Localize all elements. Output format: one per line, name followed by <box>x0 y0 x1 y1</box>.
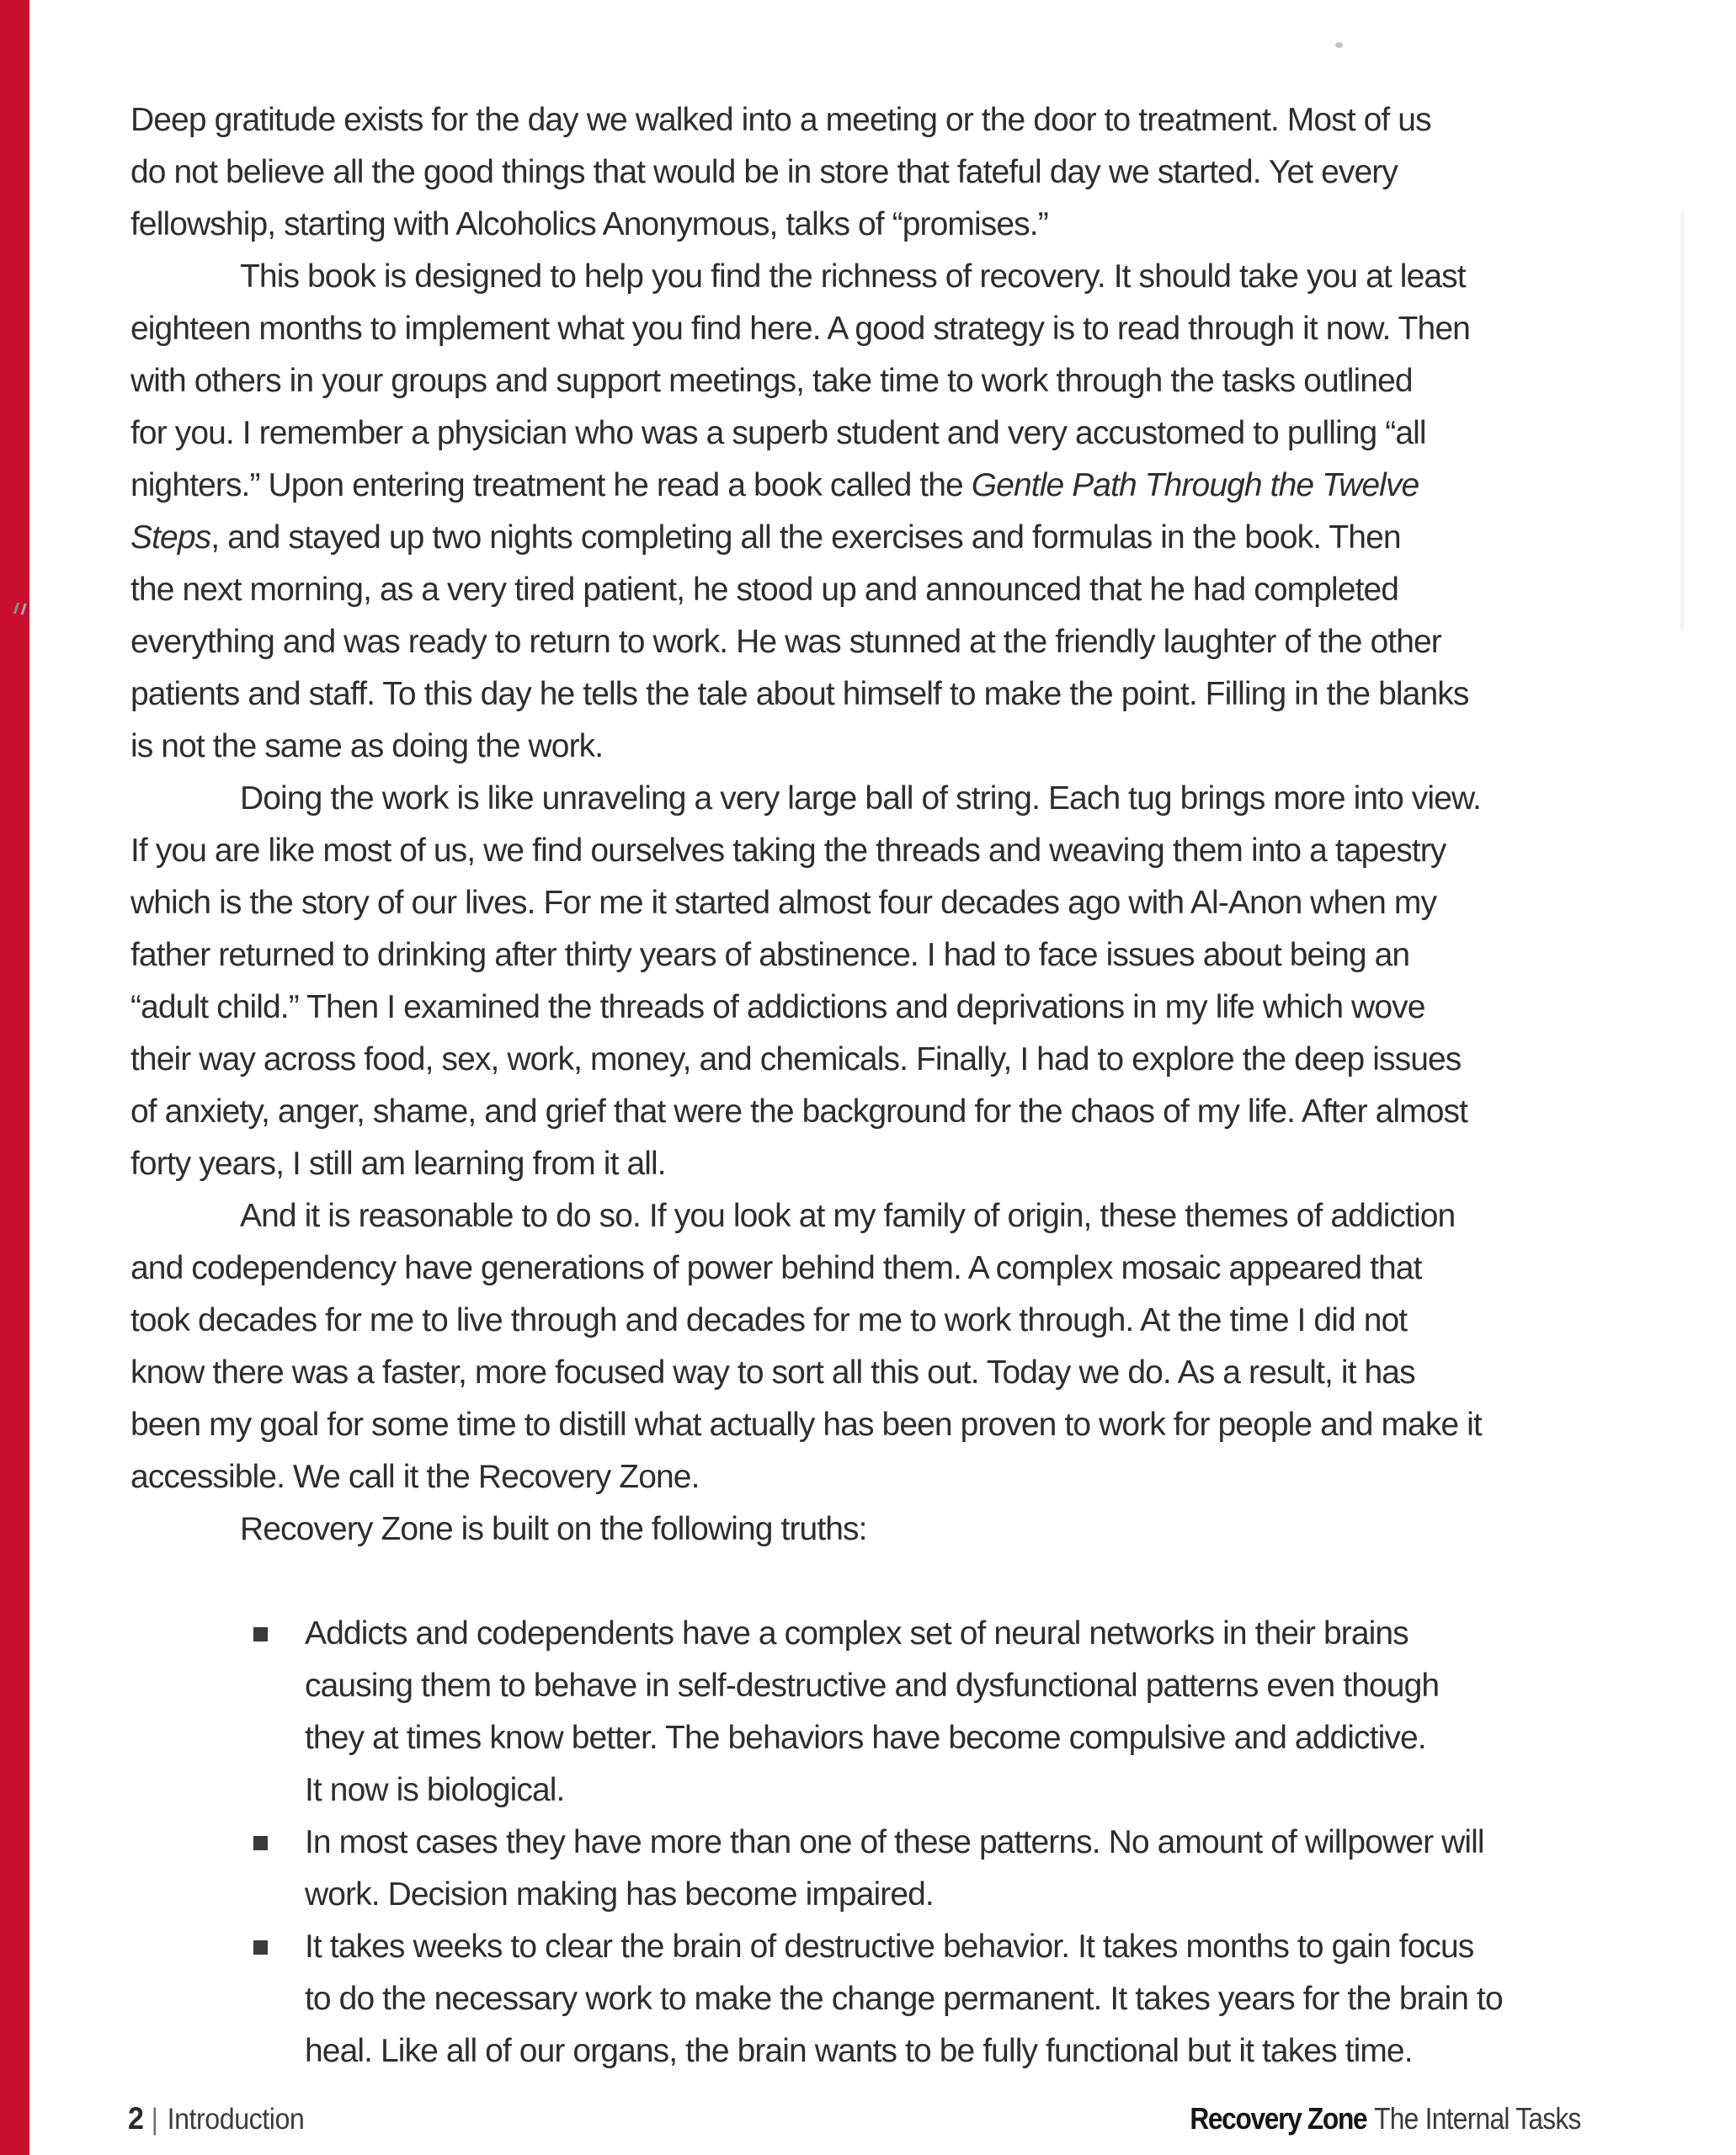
text-run: of anxiety, anger, shame, and grief that were the background for the chaos of my life. After almost <box>130 1093 1468 1130</box>
text-line <box>130 407 1722 460</box>
body-text <box>130 94 1722 2078</box>
footer-book-subtitle: The Internal Tasks <box>1374 2101 1581 2136</box>
text-run: If you are like most of us, we find ourselves taking the threads and weaving them into a tapestry <box>130 833 1446 869</box>
text-line <box>130 303 1722 355</box>
italic-text-run: Gentle Path Through the Twelve <box>971 467 1419 503</box>
text-run: for you. I remember a physician who was a superb student and very accustomed to pulling “all <box>130 415 1426 451</box>
text-run: patients and staff. To this day he tells the tale about himself to make the point. Filling in the blanks <box>130 676 1469 712</box>
text-run: which is the story of our lives. For me it started almost four decades ago with Al-Anon when my <box>130 885 1437 921</box>
text-line <box>130 1399 1722 1451</box>
text-line <box>130 773 1722 825</box>
page-number: 2 <box>128 2101 144 2136</box>
text-run: know there was a faster, more focused way to sort all this out. Today we do. As a result, it has <box>130 1354 1415 1391</box>
text-line <box>130 668 1722 721</box>
bullet-square-icon <box>253 1940 268 1955</box>
text-run: Deep gratitude exists for the day we walked into a meeting or the door to treatment. Most of us <box>130 102 1431 138</box>
text-run: to do the necessary work to make the change permanent. It takes years for the brain to <box>305 1981 1503 2017</box>
footer-right <box>1190 2101 1581 2136</box>
text-run: took decades for me to live through and decades for me to work through. At the time I did not <box>130 1302 1408 1338</box>
text-line <box>130 512 1722 564</box>
text-line <box>130 1138 1722 1190</box>
footer-separator: | <box>151 2103 158 2136</box>
left-red-edge-bar <box>0 0 29 2155</box>
bullet-square-icon <box>253 1836 268 1850</box>
text-run: they at times know better. The behaviors have become compulsive and addictive. <box>305 1720 1426 1756</box>
text-line <box>130 1242 1722 1295</box>
text-line <box>130 1921 1722 1973</box>
text-line <box>130 2025 1722 2078</box>
text-run: their way across food, sex, work, money, and chemicals. Finally, I had to explore the deep issues <box>130 1041 1462 1078</box>
blank-line <box>130 1556 1722 1608</box>
text-line <box>130 1608 1722 1660</box>
text-line <box>130 825 1722 877</box>
text-run: It takes weeks to clear the brain of destructive behavior. It takes months to gain focus <box>305 1929 1474 1965</box>
text-line <box>130 1451 1722 1503</box>
text-line <box>130 877 1722 929</box>
text-run: heal. Like all of our organs, the brain wants to be fully functional but it takes time. <box>305 2033 1413 2069</box>
text-line <box>130 929 1722 982</box>
text-line <box>130 1086 1722 1138</box>
text-line <box>130 982 1722 1034</box>
text-run: been my goal for some time to distill what actually has been proven to work for people and make it <box>130 1407 1482 1443</box>
text-run: everything and was ready to return to work. He was stunned at the friendly laughter of the other <box>130 624 1441 660</box>
text-run: accessible. We call it the Recovery Zone. <box>130 1459 700 1495</box>
text-line <box>130 1660 1722 1712</box>
text-line <box>130 1503 1722 1556</box>
text-run: nighters.” Upon entering treatment he read a book called the <box>130 467 972 503</box>
footer-book-title: Recovery Zone <box>1190 2101 1367 2136</box>
text-line <box>130 94 1722 146</box>
text-run: This book is designed to help you find the richness of recovery. It should take you at least <box>240 258 1466 295</box>
text-run: It now is biological. <box>305 1772 565 1808</box>
text-line <box>130 146 1722 199</box>
text-run: is not the same as doing the work. <box>130 728 604 764</box>
text-run: Addicts and codependents have a complex set of neural networks in their brains <box>305 1615 1409 1652</box>
text-run: Recovery Zone is built on the following truths: <box>240 1511 867 1547</box>
text-line <box>130 1973 1722 2025</box>
text-line <box>130 1347 1722 1399</box>
text-run: , and stayed up two nights completing all the exercises and formulas in the book. Then <box>210 519 1401 556</box>
text-run: eighteen months to implement what you find here. A good strategy is to read through it now. Then <box>130 311 1470 347</box>
text-line <box>130 1869 1722 1921</box>
text-run: father returned to drinking after thirty years of abstinence. I had to face issues about being an <box>130 937 1410 973</box>
text-run: the next morning, as a very tired patient, he stood up and announced that he had completed <box>130 572 1399 608</box>
text-run: In most cases they have more than one of these patterns. No amount of willpower will <box>305 1824 1484 1860</box>
scan-artifact-speck <box>1335 42 1343 48</box>
text-run: and codependency have generations of power behind them. A complex mosaic appeared that <box>130 1250 1422 1286</box>
text-line <box>130 251 1722 303</box>
text-line <box>130 1764 1722 1817</box>
text-line <box>130 460 1722 512</box>
text-line <box>130 1712 1722 1764</box>
text-line <box>130 616 1722 668</box>
text-line <box>130 199 1722 251</box>
italic-text-run: Steps <box>130 519 211 556</box>
text-line <box>130 1190 1722 1242</box>
text-run: with others in your groups and support meetings, take time to work through the tasks outlined <box>130 363 1413 399</box>
text-run: fellowship, starting with Alcoholics Anonymous, talks of “promises.” <box>130 206 1048 242</box>
text-run: work. Decision making has become impaired. <box>305 1876 934 1913</box>
text-run: “adult child.” Then I examined the threads of addictions and deprivations in my life which wove <box>130 989 1425 1025</box>
text-line <box>130 355 1722 407</box>
footer-left <box>128 2101 304 2136</box>
bullet-square-icon <box>253 1627 268 1642</box>
footer-section-label: Introduction <box>167 2103 305 2136</box>
text-line <box>130 1034 1722 1086</box>
text-run: causing them to behave in self-destructive and dysfunctional patterns even though <box>305 1668 1440 1704</box>
text-run: forty years, I still am learning from it all. <box>130 1146 666 1182</box>
text-line <box>130 721 1722 773</box>
text-run: And it is reasonable to do so. If you look at my family of origin, these themes of addiction <box>240 1198 1456 1234</box>
text-run: do not believe all the good things that would be in store that fateful day we started. Yet every <box>130 154 1398 190</box>
text-line <box>130 1295 1722 1347</box>
text-line <box>130 1817 1722 1869</box>
text-line <box>130 564 1722 616</box>
text-run: Doing the work is like unraveling a very large ball of string. Each tug brings more into view. <box>240 780 1481 817</box>
